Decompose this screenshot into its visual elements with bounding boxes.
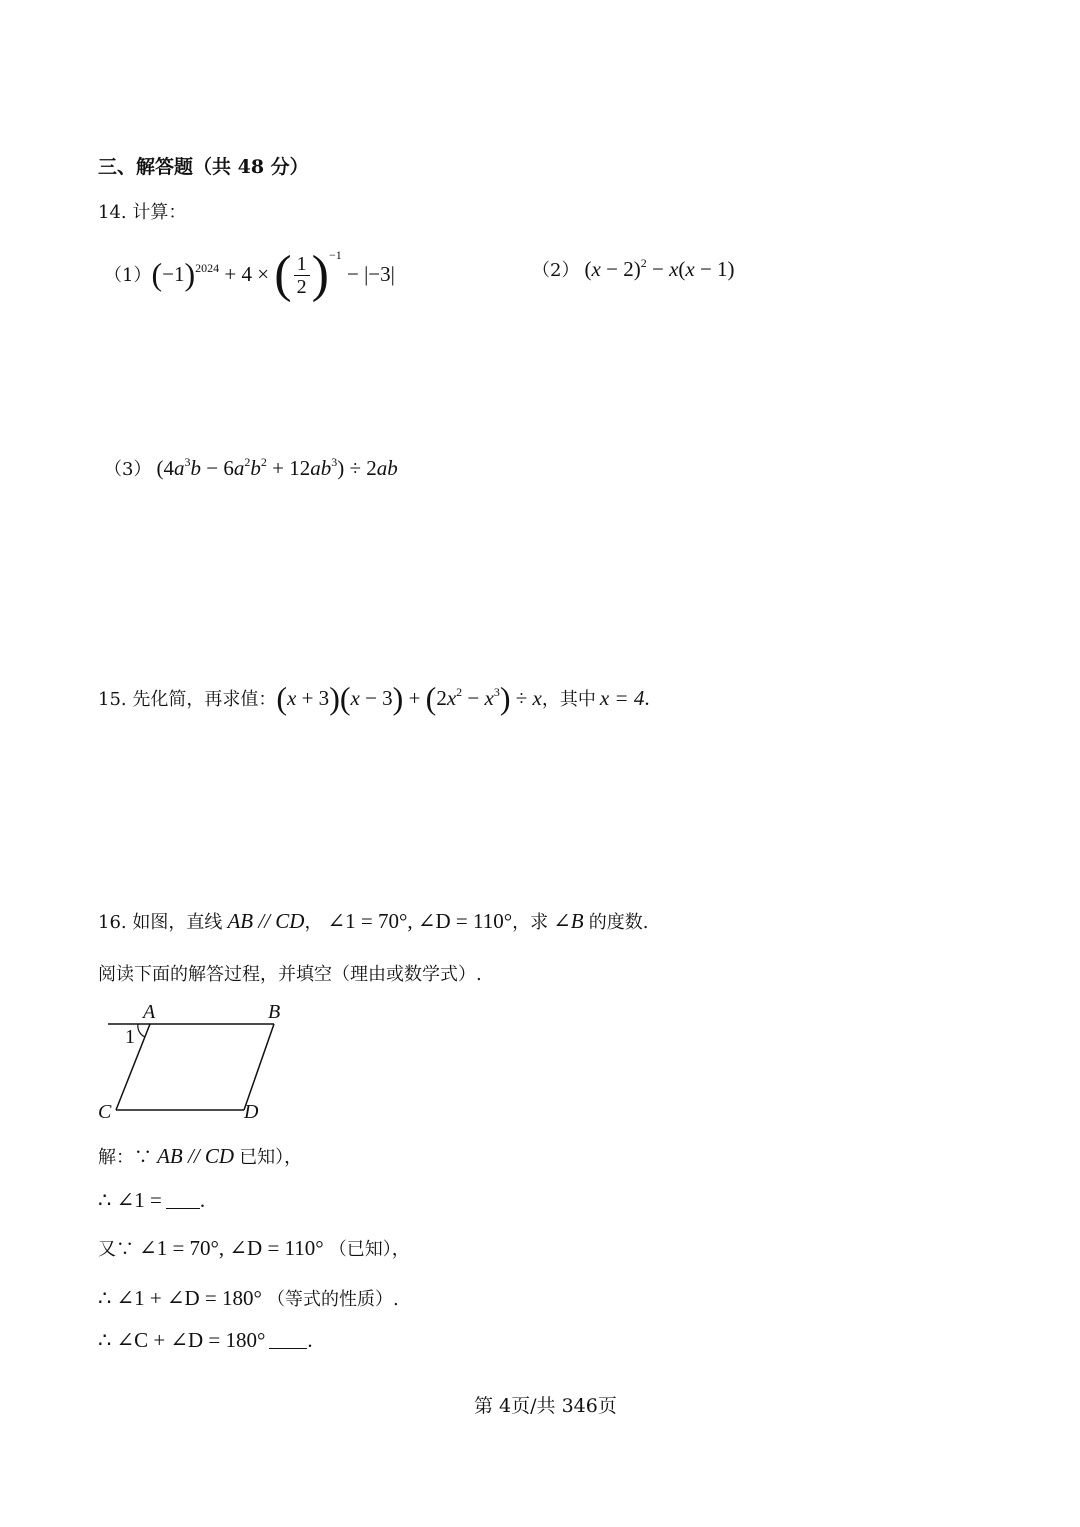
q16-solution-line3 (98, 1235, 410, 1261)
q14-part3-label: （3） (104, 459, 152, 480)
label-angle-1: 1 (125, 1026, 135, 1048)
q14-part1-label: （1） (104, 265, 152, 286)
q14-stem: 14. 计算： (98, 202, 187, 223)
label-C: C (98, 1101, 112, 1123)
answer-blank-1[interactable] (166, 1190, 200, 1209)
solution-line2-end: . (199, 1188, 206, 1212)
solution-line1-math: AB // CD (157, 1144, 235, 1168)
q16-target: ∠B (553, 909, 584, 933)
q14-part3 (104, 455, 398, 481)
solution-line5-math: ∠C + ∠D = 180° (116, 1328, 266, 1352)
angle-1-arc (138, 1024, 145, 1037)
q14-part1-expression: $(-1)^{2024} + 4$ × ( $\frac{1}{2}$ )$^{-1}$ − |−3| (151, 245, 395, 303)
q15-stem: 15. 先化简，再求值： (98, 689, 277, 710)
q16-instruction: 阅读下面的解答过程，并填空（理由或数学式）. (98, 964, 482, 985)
solution-line2-text: ∴ ∠1 = (98, 1188, 162, 1212)
q16-stem: 16. 如图，直线 AB // CD， ∠1 = 70°, ∠D = 110°，求 ∠B 的度数. (98, 909, 649, 933)
solution-line4-prefix: ∴ (98, 1286, 112, 1310)
q16-ask: ，求 (512, 912, 549, 933)
solution-line5-prefix: ∴ (98, 1328, 112, 1352)
solution-line5-end: . (307, 1328, 313, 1352)
q16-solution-line4 (98, 1285, 399, 1311)
line-bd (244, 1024, 274, 1110)
q16-solution-line1 (98, 1143, 302, 1169)
q15-condition-value: x = 4 (599, 685, 645, 710)
label-D: D (244, 1101, 259, 1123)
page-footer: 第 4页/共 346页 (474, 1395, 617, 1417)
solution-line3-reason: （已知）， (328, 1239, 410, 1260)
solution-line1-prefix: 解：∵ (98, 1147, 152, 1168)
q16-stem-suffix: 的度数. (588, 912, 649, 933)
label-B: B (268, 1001, 281, 1023)
q16-figure (94, 998, 304, 1128)
solution-line1-reason: 已知）， (239, 1147, 303, 1168)
answer-blank-2[interactable] (269, 1330, 307, 1349)
solution-line3-math: ∠1 = 70°, ∠D = 110° (139, 1236, 324, 1260)
q14-part2 (532, 256, 735, 282)
q14-part2-label: （2） (532, 260, 580, 281)
q15-expression: $(x + 3)(x - 3) + (2x^2 - x^3) \div x$ (276, 679, 542, 716)
label-A: A (143, 1001, 156, 1023)
solution-line4-math: ∠1 + ∠D = 180° (116, 1286, 262, 1310)
q16-solution-line2 (98, 1188, 205, 1213)
q16-angles: ∠1 = 70°, ∠D = 110° (327, 909, 513, 933)
q14-part1 (104, 244, 395, 304)
q15-condition-prefix: ，其中 (541, 689, 596, 710)
section-heading: 三、解答题（共 48 分） (98, 156, 309, 178)
solution-line3-prefix: 又∵ (98, 1239, 134, 1260)
q14-part2-expression: $(x - 2)^2 - x(x - 1)$ (584, 256, 735, 281)
solution-line4-reason: （等式的性质）. (267, 1289, 399, 1310)
q15-end: . (644, 685, 650, 710)
q16-stem-prefix: 16. 如图，直线 (98, 912, 223, 933)
q15 (98, 678, 650, 718)
q16-parallel: AB // CD (227, 909, 305, 933)
q16-solution-line5 (98, 1328, 313, 1353)
q14-part3-expression: $(4a^3b - 6a^2b^2 + 12ab^3) \div 2ab$ (156, 455, 398, 480)
